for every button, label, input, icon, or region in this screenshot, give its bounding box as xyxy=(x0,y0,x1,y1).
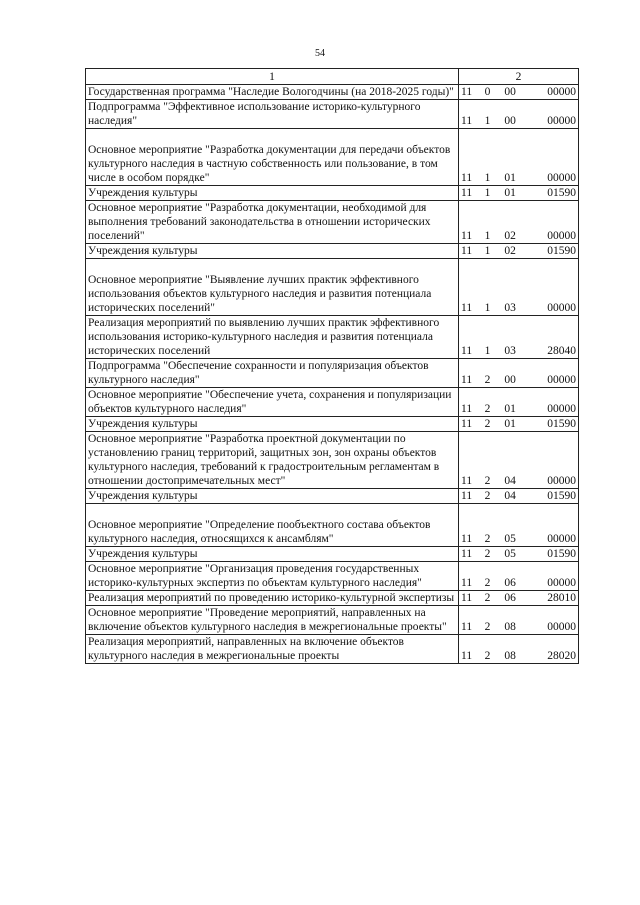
classification-code xyxy=(461,649,576,663)
code-segment: 06 xyxy=(504,592,516,604)
row-code-cell xyxy=(459,259,579,316)
row-name-cell xyxy=(86,316,459,359)
code-segment: 00000 xyxy=(547,577,576,589)
row-name-cell xyxy=(86,388,459,417)
table-row xyxy=(86,417,579,432)
code-segment: 11 xyxy=(461,187,473,199)
code-segment: 11 xyxy=(461,490,473,502)
code-segment: 00000 xyxy=(547,374,576,386)
table-row xyxy=(86,591,579,606)
header-row xyxy=(86,69,579,85)
table-row xyxy=(86,85,579,100)
row-code-cell xyxy=(459,359,579,388)
row-name: Основное мероприятие "Определение пообъектного состава объектов культурного наследия, относящихся к ансамблям" xyxy=(88,519,431,545)
code-segment: 11 xyxy=(461,345,473,357)
code-segment: 28020 xyxy=(547,650,576,662)
code-segment: 11 xyxy=(461,245,473,257)
row-name-cell xyxy=(86,635,459,664)
row-name-cell xyxy=(86,432,459,489)
code-segment: 11 xyxy=(461,475,473,487)
row-name: Реализация мероприятий, направленных на включение объектов культурного наследия в межрегиональные проекты xyxy=(88,636,404,662)
row-name: Учреждения культуры xyxy=(88,490,198,502)
code-segment: 01590 xyxy=(547,187,576,199)
header-cell-name: 1 xyxy=(86,69,459,85)
table-row xyxy=(86,100,579,129)
row-name-cell xyxy=(86,606,459,635)
row-code-cell xyxy=(459,100,579,129)
table-row xyxy=(86,359,579,388)
row-name-cell xyxy=(86,129,459,186)
classification-code xyxy=(461,244,576,258)
header-cell-code: 2 xyxy=(459,69,579,85)
code-segment: 1 xyxy=(484,345,491,357)
row-name: Основное мероприятие "Обеспечение учета, сохранения и популяризации объектов культурного наследия" xyxy=(88,389,452,415)
code-segment: 11 xyxy=(461,650,473,662)
page-number: 54 xyxy=(315,48,325,59)
row-code-cell xyxy=(459,591,579,606)
row-code-cell xyxy=(459,635,579,664)
row-name-cell xyxy=(86,85,459,100)
code-segment: 11 xyxy=(461,403,473,415)
code-segment: 00000 xyxy=(547,475,576,487)
table-row xyxy=(86,259,579,316)
table-row xyxy=(86,562,579,591)
code-segment: 11 xyxy=(461,592,473,604)
row-code-cell xyxy=(459,489,579,504)
code-segment: 11 xyxy=(461,374,473,386)
code-segment: 11 xyxy=(461,418,473,430)
code-segment: 2 xyxy=(484,490,491,502)
code-segment: 00000 xyxy=(547,86,576,98)
code-segment: 08 xyxy=(504,621,516,633)
row-code-cell xyxy=(459,201,579,244)
code-segment: 11 xyxy=(461,533,473,545)
code-segment: 04 xyxy=(504,490,516,502)
table-row xyxy=(86,489,579,504)
row-spacer xyxy=(88,259,456,273)
code-segment: 01590 xyxy=(547,245,576,257)
code-segment: 11 xyxy=(461,548,473,560)
code-segment: 02 xyxy=(504,230,516,242)
code-segment: 1 xyxy=(484,187,491,199)
row-name-cell xyxy=(86,201,459,244)
code-segment: 2 xyxy=(484,650,491,662)
code-segment: 2 xyxy=(484,577,491,589)
table-row xyxy=(86,186,579,201)
classification-code xyxy=(461,620,576,634)
row-name: Учреждения культуры xyxy=(88,245,198,257)
table-row xyxy=(86,504,579,547)
code-segment: 2 xyxy=(484,533,491,545)
row-name-cell xyxy=(86,244,459,259)
code-segment: 2 xyxy=(484,621,491,633)
row-name: Государственная программа "Наследие Вологодчины (на 2018-2025 годы)" xyxy=(88,86,454,98)
row-code-cell xyxy=(459,186,579,201)
code-segment: 00000 xyxy=(547,172,576,184)
row-name: Основное мероприятие "Проведение мероприятий, направленных на включение объектов культурного наследия в межрегиональные проекты" xyxy=(88,607,447,633)
classification-code xyxy=(461,229,576,243)
table-row xyxy=(86,316,579,359)
row-name: Основное мероприятие "Разработка документации для передачи объектов культурного наследия в частную собственность или пользование, в том числе в особом порядке" xyxy=(88,144,451,184)
row-name: Подпрограмма "Обеспечение сохранности и популяризация объектов культурного наследия" xyxy=(88,360,429,386)
row-code-cell xyxy=(459,129,579,186)
table-row xyxy=(86,201,579,244)
code-segment: 11 xyxy=(461,172,473,184)
code-segment: 02 xyxy=(504,245,516,257)
table-header xyxy=(86,69,579,85)
row-code-cell xyxy=(459,432,579,489)
code-segment: 11 xyxy=(461,115,473,127)
table-row xyxy=(86,244,579,259)
row-code-cell xyxy=(459,606,579,635)
code-segment: 00000 xyxy=(547,533,576,545)
table-row xyxy=(86,606,579,635)
row-name: Реализация мероприятий по выявлению лучших практик эффективного использования историко-культурного наследия и развития потенциала исторических поселений xyxy=(88,317,440,357)
code-segment: 28010 xyxy=(547,592,576,604)
row-code-cell xyxy=(459,562,579,591)
code-segment: 03 xyxy=(504,302,516,314)
row-code-cell xyxy=(459,244,579,259)
budget-classification-table xyxy=(85,68,579,664)
table-row xyxy=(86,547,579,562)
row-name: Подпрограмма "Эффективное использование историко-культурного наследия" xyxy=(88,101,421,127)
row-name: Основное мероприятие "Разработка проектной документации по установлению границ территорий, защитных зон, зон охраны объектов культурного наследия, требований к градостроительным регламентам в отношении достопримечательных мест" xyxy=(88,433,440,487)
row-name-cell xyxy=(86,591,459,606)
code-segment: 05 xyxy=(504,548,516,560)
table-row xyxy=(86,635,579,664)
row-name: Учреждения культуры xyxy=(88,187,198,199)
code-segment: 2 xyxy=(484,475,491,487)
row-spacer xyxy=(88,504,456,518)
code-segment: 11 xyxy=(461,86,473,98)
code-segment: 01590 xyxy=(547,548,576,560)
code-segment: 0 xyxy=(484,86,491,98)
row-code-cell xyxy=(459,547,579,562)
code-segment: 11 xyxy=(461,302,473,314)
classification-code xyxy=(461,489,576,503)
code-segment: 00 xyxy=(504,374,516,386)
code-segment: 11 xyxy=(461,230,473,242)
row-name-cell xyxy=(86,489,459,504)
code-segment: 28040 xyxy=(547,345,576,357)
code-segment: 01590 xyxy=(547,418,576,430)
row-code-cell xyxy=(459,316,579,359)
row-name: Реализация мероприятий по проведению историко-культурной экспертизы xyxy=(88,592,455,604)
row-name-cell xyxy=(86,547,459,562)
row-code-cell xyxy=(459,417,579,432)
classification-code xyxy=(461,417,576,431)
row-name: Основное мероприятие "Разработка документации, необходимой для выполнения требований законодательства в отношении исторических поселений" xyxy=(88,202,431,242)
row-name-cell xyxy=(86,504,459,547)
classification-code xyxy=(461,474,576,488)
code-segment: 1 xyxy=(484,245,491,257)
row-code-cell xyxy=(459,504,579,547)
classification-code xyxy=(461,576,576,590)
row-code-cell xyxy=(459,85,579,100)
code-segment: 00 xyxy=(504,115,516,127)
classification-code xyxy=(461,186,576,200)
row-spacer xyxy=(88,129,456,143)
row-name-cell xyxy=(86,562,459,591)
code-segment: 11 xyxy=(461,621,473,633)
classification-code xyxy=(461,301,576,315)
code-segment: 06 xyxy=(504,577,516,589)
code-segment: 1 xyxy=(484,230,491,242)
table-body xyxy=(86,85,579,664)
classification-code xyxy=(461,114,576,128)
row-name-cell xyxy=(86,186,459,201)
classification-code xyxy=(461,344,576,358)
row-name: Учреждения культуры xyxy=(88,418,198,430)
row-name-cell xyxy=(86,359,459,388)
code-segment: 00000 xyxy=(547,115,576,127)
row-name-cell xyxy=(86,259,459,316)
table-row xyxy=(86,129,579,186)
code-segment: 00000 xyxy=(547,230,576,242)
code-segment: 01 xyxy=(504,403,516,415)
code-segment: 11 xyxy=(461,577,473,589)
code-segment: 1 xyxy=(484,172,491,184)
code-segment: 00000 xyxy=(547,302,576,314)
code-segment: 2 xyxy=(484,548,491,560)
code-segment: 1 xyxy=(484,302,491,314)
code-segment: 00000 xyxy=(547,621,576,633)
code-segment: 01 xyxy=(504,187,516,199)
row-name-cell xyxy=(86,100,459,129)
row-name: Учреждения культуры xyxy=(88,548,198,560)
classification-code xyxy=(461,85,576,99)
code-segment: 01 xyxy=(504,172,516,184)
row-name: Основное мероприятие "Организация проведения государственных историко-культурных экспертиз по объектам культурного наследия" xyxy=(88,563,422,589)
code-segment: 01590 xyxy=(547,490,576,502)
classification-code xyxy=(461,547,576,561)
classification-code xyxy=(461,373,576,387)
code-segment: 2 xyxy=(484,418,491,430)
code-segment: 03 xyxy=(504,345,516,357)
code-segment: 00000 xyxy=(547,403,576,415)
code-segment: 05 xyxy=(504,533,516,545)
classification-code xyxy=(461,171,576,185)
classification-code xyxy=(461,532,576,546)
table-row xyxy=(86,432,579,489)
code-segment: 2 xyxy=(484,374,491,386)
code-segment: 01 xyxy=(504,418,516,430)
classification-code xyxy=(461,402,576,416)
row-code-cell xyxy=(459,388,579,417)
code-segment: 00 xyxy=(504,86,516,98)
code-segment: 04 xyxy=(504,475,516,487)
code-segment: 1 xyxy=(484,115,491,127)
classification-code xyxy=(461,591,576,605)
code-segment: 2 xyxy=(484,403,491,415)
code-segment: 08 xyxy=(504,650,516,662)
row-name-cell xyxy=(86,417,459,432)
row-name: Основное мероприятие "Выявление лучших практик эффективного использования объектов культурного наследия и развития потенциала исторических поселений" xyxy=(88,274,432,314)
table-row xyxy=(86,388,579,417)
code-segment: 2 xyxy=(484,592,491,604)
